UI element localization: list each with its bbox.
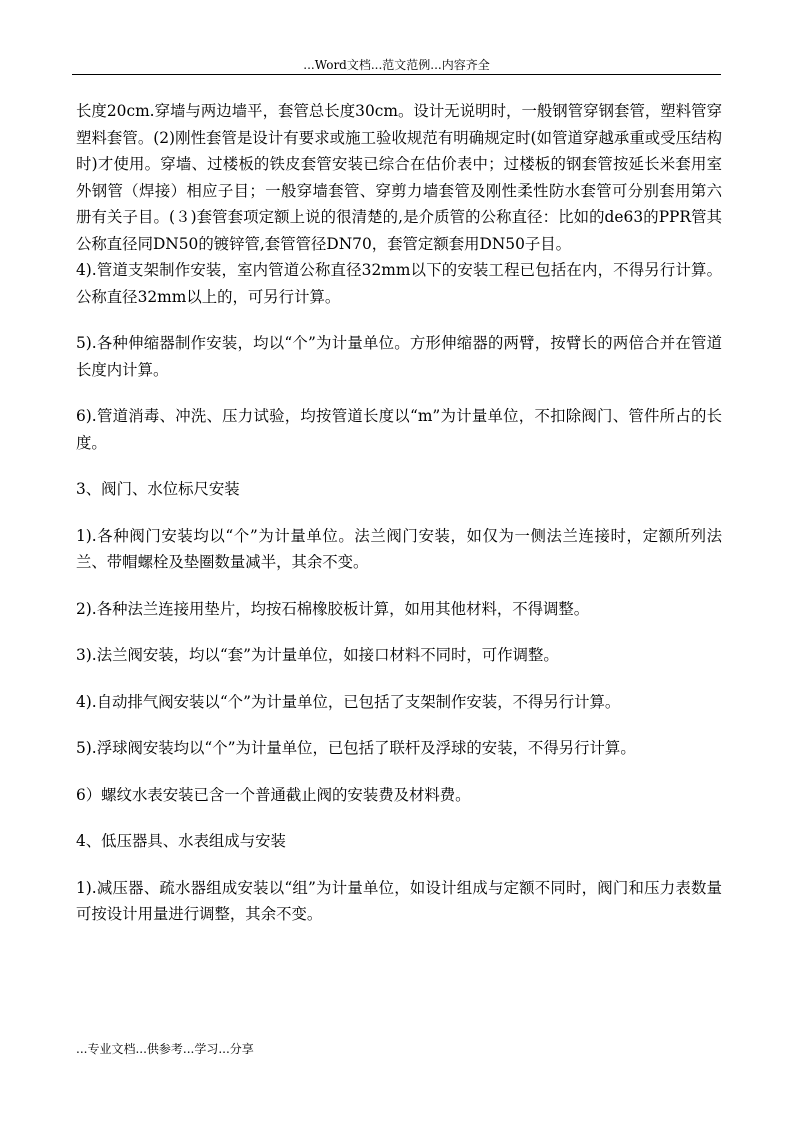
- paragraph-flange-gasket: 2).各种法兰连接用垫片，均按石棉橡胶板计算，如用其他材料，不得调整。: [76, 599, 590, 618]
- paragraph-pipe-support: 4).管道支架制作安装，室内管道公称直径32mm以下的安装工程已包括在内，不得另行计算。公称直径32mm以上的，可另行计算。: [76, 261, 722, 306]
- paragraph-disinfection: 6).管道消毒、冲洗、压力试验，均按管道长度以“m”为计量单位，不扣除阀门、管件所占的长度。: [76, 407, 722, 452]
- section-heading-low-pressure: 4、低压器具、水表组成与安装: [76, 832, 286, 850]
- page-footer: ...专业文档...供参考...学习...分享: [76, 1042, 254, 1056]
- paragraph-flange-valve: 3).法兰阀安装，均以“套”为计量单位，如接口材料不同时，可作调整。: [76, 646, 559, 664]
- section-heading-valves: 3、阀门、水位标尺安装: [76, 480, 240, 498]
- paragraph-pressure-reducer: 1).减压器、疏水器组成安装以“组”为计量单位，如设计组成与定额不同时，阀门和压力表数量可按设计用量进行调整，其余不变。: [76, 878, 722, 923]
- paragraph-air-valve: 4).自动排气阀安装以“个”为计量单位，已包括了支架制作安装，不得另行计算。: [76, 692, 621, 711]
- paragraph-valve-install: 1).各种阀门安装均以“个”为计量单位。法兰阀门安装，如仅为一侧法兰连接时，定额所列法兰、带帽螺栓及垫圈数量减半，其余不变。: [76, 526, 722, 571]
- paragraph-water-meter: 6）螺纹水表安装已含一个普通截止阀的安装费及材料费。: [76, 785, 471, 804]
- paragraph-casing: 长度20cm.穿墙与两边墙平，套管总长度30cm。设计无说明时，一般钢管穿钢套管，塑料管穿塑料套管。(2)刚性套管是设计有要求或施工验收规范有明确规定时(如管道穿越承重或受压结构时)才使用。穿墙、过楼板的铁皮套管安装已综合在估价表中；过楼板的钢套管按延长米套用室外钢管（焊接）相应子目；一般穿墙套管、穿剪力墙套管及刚性柔性防水套管可分别套用第六册有关子目。(３)套管套项定额上说的很清楚的,是介质管的公称直径：比如的de63的PPR管其公称直径同DN50的镀锌管,套管管径DN70，套管定额套用DN50子目。: [76, 102, 722, 253]
- document-body: [76, 98, 722, 928]
- paragraph-expansion-joint: 5).各种伸缩器制作安装，均以“个”为计量单位。方形伸缩器的两臂，按臂长的两倍合并在管道长度内计算。: [76, 334, 722, 379]
- paragraph-float-valve: 5).浮球阀安装均以“个”为计量单位，已包括了联杆及浮球的安装，不得另行计算。: [76, 739, 636, 757]
- page-header: ...Word文档...范文范例...内容齐全: [72, 56, 721, 75]
